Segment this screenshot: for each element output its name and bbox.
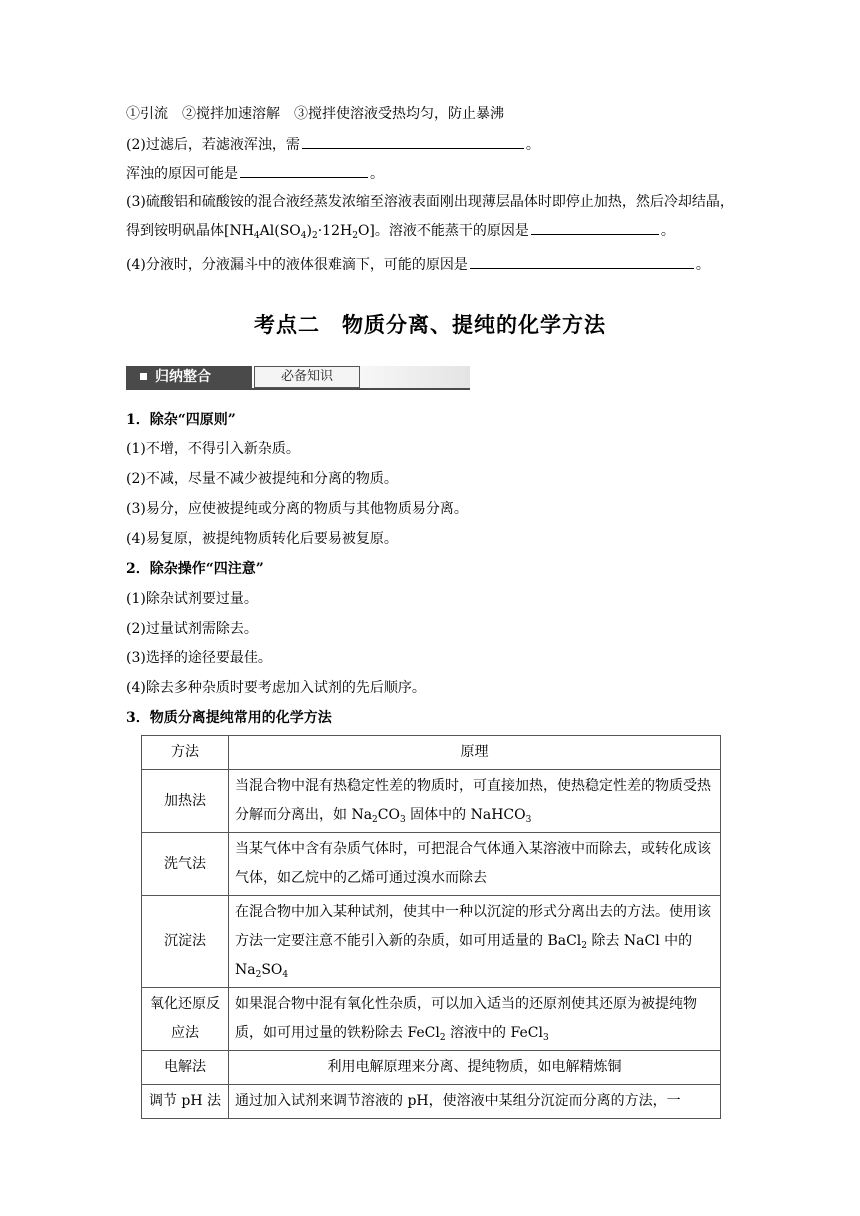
list-item: (3)易分，应使被提纯或分离的物质与其他物质易分离。 — [126, 501, 468, 517]
method-cell: 洗气法 — [142, 833, 229, 896]
methods-table — [141, 735, 721, 1119]
list-item: (1)不增，不得引入新杂质。 — [126, 441, 300, 457]
header-method: 方法 — [142, 736, 229, 770]
principle-cell: 当混合物中混有热稳定性差的物质时，可直接加热，使热稳定性差的物质受热分解而分离出，如 $Na_2CO_3$ 固体中的 NaHCO$_3$ — [229, 770, 721, 833]
heading-2: 2．除杂操作“四注意” — [126, 561, 264, 577]
principle-cell: 如果混合物中混有氧化性杂质，可以加入适当的还原剂使其还原为被提纯物质，如可用过量的铁粉除去 FeCl$_2$ 溶液中的 FeCl$_3$ — [229, 988, 721, 1051]
square-icon — [140, 373, 147, 380]
table-header-row — [142, 736, 721, 770]
table-row — [142, 833, 721, 896]
answer-blank — [470, 254, 694, 269]
banner-underline — [126, 388, 470, 390]
heading-1: 1．除杂“四原则” — [126, 412, 236, 428]
question-3: (3)硫酸铝和硫酸铵的混合液经蒸发浓缩至溶液表面刚出现薄层晶体时即停止加热，然后冷却结晶，得到铵明矾晶体$[NH_4Al(SO_4)_2\cdot 12H_2O]$。溶液不能蒸干的原因是 。 — [126, 194, 734, 241]
principle-cell: 利用电解原理来分离、提纯物质，如电解精炼铜 — [229, 1051, 721, 1085]
section-banner — [126, 366, 470, 390]
table-row — [142, 770, 721, 833]
principle-cell: 当某气体中含有杂质气体时，可把混合气体通入某溶液中而除去，或转化成该气体，如乙烷中的乙烯可通过溴水而除去 — [229, 833, 721, 896]
question-2b: 浑浊的原因可能是 。 — [126, 163, 384, 184]
method-cell: 加热法 — [142, 770, 229, 833]
method-cell: 氧化还原反应法 — [142, 988, 229, 1051]
table-row — [142, 896, 721, 988]
header-principle: 原理 — [229, 736, 721, 770]
question-2: (2)过滤后，若滤液浑浊，需 。 — [126, 134, 540, 155]
answer-line: ①引流 ②搅拌加速溶解 ③搅拌使溶液受热均匀，防止暴沸 — [126, 106, 504, 122]
banner-dark-label: 归纳整合 — [126, 366, 252, 388]
principle-cell: 在混合物中加入某种试剂，使其中一种以沉淀的形式分离出去的方法。使用该方法一定要注意不能引入新的杂质，如可用适量的 BaCl$_2$ 除去 NaCl 中的 $Na_2SO_4$ — [229, 896, 721, 988]
list-item: (4)除去多种杂质时要考虑加入试剂的先后顺序。 — [126, 680, 426, 696]
list-item: (1)除杂试剂要过量。 — [126, 591, 258, 607]
table-row — [142, 988, 721, 1051]
method-cell: 电解法 — [142, 1051, 229, 1085]
list-item: (2)不减，尽量不减少被提纯和分离的物质。 — [126, 471, 398, 487]
method-cell: 调节 pH 法 — [142, 1085, 229, 1119]
answer-blank — [302, 134, 524, 149]
table-row — [142, 1051, 721, 1085]
banner-light-label: 必备知识 — [254, 366, 360, 388]
answer-blank — [531, 220, 659, 235]
table-row — [142, 1085, 721, 1119]
list-item: (2)过量试剂需除去。 — [126, 621, 258, 637]
answer-blank — [240, 163, 368, 178]
section-title: 考点二 物质分离、提纯的化学方法 — [254, 313, 606, 337]
list-item: (3)选择的途径要最佳。 — [126, 650, 272, 666]
principle-cell: 通过加入试剂来调节溶液的 pH，使溶液中某组分沉淀而分离的方法，一 — [229, 1085, 721, 1119]
method-cell: 沉淀法 — [142, 896, 229, 988]
heading-3: 3．物质分离提纯常用的化学方法 — [126, 710, 332, 726]
question-4: (4)分液时，分液漏斗中的液体很难滴下，可能的原因是 。 — [126, 254, 710, 275]
list-item: (4)易复原，被提纯物质转化后要易被复原。 — [126, 531, 398, 547]
